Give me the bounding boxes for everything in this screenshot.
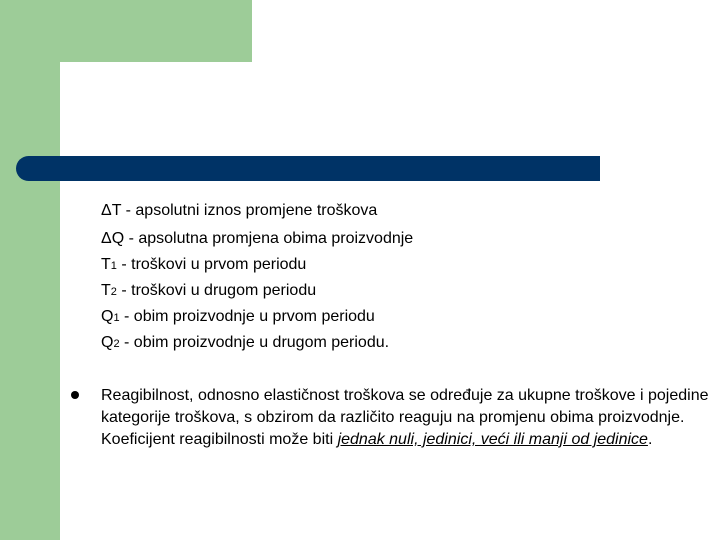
left-green-band [0,0,60,540]
symbol: ΔT [101,202,122,219]
symbol: ΔQ [101,230,125,247]
definition-t1 [101,255,306,276]
definition-t2 [101,281,316,302]
definition-text: - obim proizvodnje u drugom periodu. [119,334,390,351]
symbol: Q [101,334,114,351]
paragraph-end: . [647,431,653,448]
definition-text: - apsolutni iznos promjene troškova [121,202,378,219]
symbol: T [101,282,111,299]
definition-text: - obim proizvodnje u prvom periodu [119,308,375,325]
symbol: T [101,256,111,273]
bullet-icon [71,391,79,399]
title-bar [16,156,600,181]
subscript: 1 [110,260,117,272]
definition-q1 [101,307,375,328]
paragraph [101,385,716,451]
definition-delta-t [101,201,377,222]
symbol: Q [101,308,114,325]
definition-text: - apsolutna promjena obima proizvodnje [124,230,414,247]
definition-delta-q [101,229,413,250]
subscript: 1 [113,312,120,324]
paragraph-text: Reagibilnost, odnosno elastičnost troškova se određuje za ukupne troškove i pojedine kategorije troškova, s obzirom da različito reaguju na promjenu obima proizvodnje. Koeficijent reagibilnosti može biti [101,387,709,448]
top-green-band [0,0,252,62]
subscript: 2 [113,338,120,350]
definition-text: - troškovi u prvom periodu [116,256,307,273]
subscript: 2 [110,286,117,298]
paragraph-emphasis: jednak nuli, jedinici, veći ili manji od jedinice [337,431,648,448]
definition-q2 [101,333,389,354]
definition-text: - troškovi u drugom periodu [116,282,317,299]
